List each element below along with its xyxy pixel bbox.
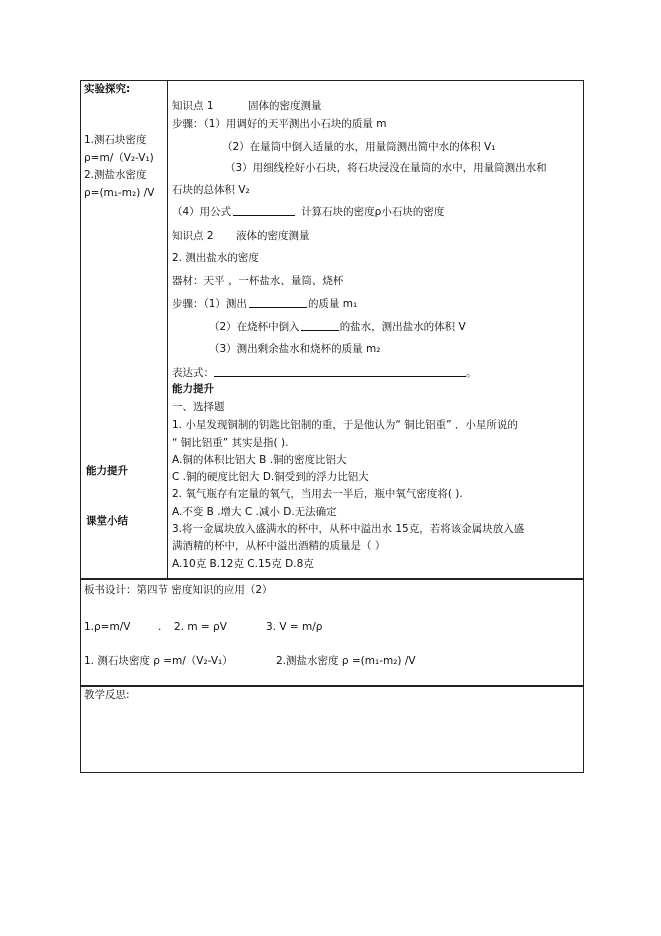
- board-salt-density: 2.测盐水密度 ρ =(m₁-m₂) /V: [276, 655, 416, 667]
- kp2-title: 知识点 2: [172, 230, 214, 242]
- kp1-name: 固体的密度测量: [248, 100, 322, 112]
- step-4-prefix: （4）用公式: [172, 206, 232, 218]
- left-item-1: 1.测石块密度: [84, 134, 147, 146]
- board-formula-2: 2. m = ρV: [174, 621, 227, 633]
- experiment-heading: 实验探究:: [84, 83, 131, 95]
- step-1: 步骤：（1）用调好的天平测出小石块的质量 m: [172, 118, 387, 130]
- salt-step-2-prefix: （2）在烧杯中倒入: [209, 321, 300, 333]
- step-4-suffix: 计算石块的密度ρ小石块的密度: [301, 206, 445, 218]
- expression-blank: [214, 366, 466, 377]
- salt-step-2-suffix: 的盐水，测出盐水的体积 V: [339, 321, 466, 333]
- question-1-options-1: A.铜的体积比铝大 B .铜的密度比铝大: [172, 454, 347, 466]
- question-3-line-1: 3.将一金属块放入盛满水的杯中，从杯中溢出水 15克，若将该金属块放入盛: [172, 523, 525, 535]
- left-item-2: ρ=m/（V₂-V₁): [84, 152, 154, 164]
- summary-label: 课堂小结: [86, 515, 128, 527]
- step-4: [172, 205, 444, 219]
- board-title: 板书设计：第四节 密度知识的应用（2）: [84, 584, 273, 596]
- kp2-name: 液体的密度测量: [236, 230, 310, 242]
- salt-step-2: [209, 320, 466, 334]
- ability-label: 能力提升: [86, 465, 128, 477]
- salt-step-1-prefix: 步骤：（1）测出: [172, 298, 247, 310]
- board-formula-dot: .: [158, 621, 162, 633]
- question-2-line: 2. 氧气瓶存有定量的氧气，当用去一半后，瓶中氧气密度将( ).: [172, 488, 463, 500]
- expression: [172, 366, 477, 380]
- expression-end: 。: [466, 367, 477, 379]
- reflection-box: [80, 685, 584, 773]
- question-1-line-2: “ 铜比铝重” 其实是指( ).: [172, 437, 289, 449]
- step-3-cont: 石块的总体积 V₂: [172, 184, 250, 196]
- expression-label: 表达式：: [172, 367, 214, 379]
- salt-heading: 2. 测出盐水的密度: [172, 252, 259, 264]
- question-1-options-2: C .铜的硬度比铝大 D.铜受到的浮力比铝大: [172, 471, 369, 483]
- section-title: 一、选择题: [172, 401, 225, 413]
- reflection-label: 教学反思:: [84, 689, 130, 701]
- question-3-options: A.10克 B.12克 C.15克 D.8克: [172, 558, 314, 570]
- kp1-title: 知识点 1: [172, 100, 214, 112]
- left-item-3: 2.测盐水密度: [84, 169, 147, 181]
- equipment: 器材：天平 、一杯盐水、量筒、烧杯: [172, 275, 344, 287]
- board-formula-3: 3. V = m/ρ: [266, 621, 323, 633]
- formula-blank: [233, 205, 295, 216]
- salt-step-1: [172, 297, 357, 311]
- ability-title: 能力提升: [172, 383, 214, 395]
- column-divider: [167, 80, 168, 579]
- question-1-line-1: 1. 小星发现铜制的钥匙比铝制的重，于是他认为“ 铜比铝重” ．小星所说的: [172, 419, 518, 431]
- salt-step-1-suffix: 的质量 m₁: [307, 298, 358, 310]
- step-2: （2）在量筒中倒入适量的水，用量筒测出简中水的体积 V₁: [222, 141, 496, 153]
- salt-step-3: （3）测出剩余盐水和烧杯的质量 m₂: [209, 343, 381, 355]
- volume-blank: [301, 320, 339, 331]
- question-2-options: A.不变 B .增大 C .减小 D.无法确定: [172, 506, 337, 518]
- left-item-4: ρ=(m₁-m₂) /V: [84, 187, 155, 199]
- question-3-line-2: 满酒精的杯中，从杯中溢出酒精的质量是（ ）: [172, 540, 386, 552]
- board-formula-1: 1.ρ=m/V: [84, 621, 131, 633]
- board-stone-density: 1. 测石块密度 ρ =m/（V₂-V₁）: [84, 655, 233, 667]
- mass-blank: [249, 297, 307, 308]
- step-3: （3）用细线栓好小石块，将石块浸没在量筒的水中，用量筒测出水和: [225, 162, 547, 174]
